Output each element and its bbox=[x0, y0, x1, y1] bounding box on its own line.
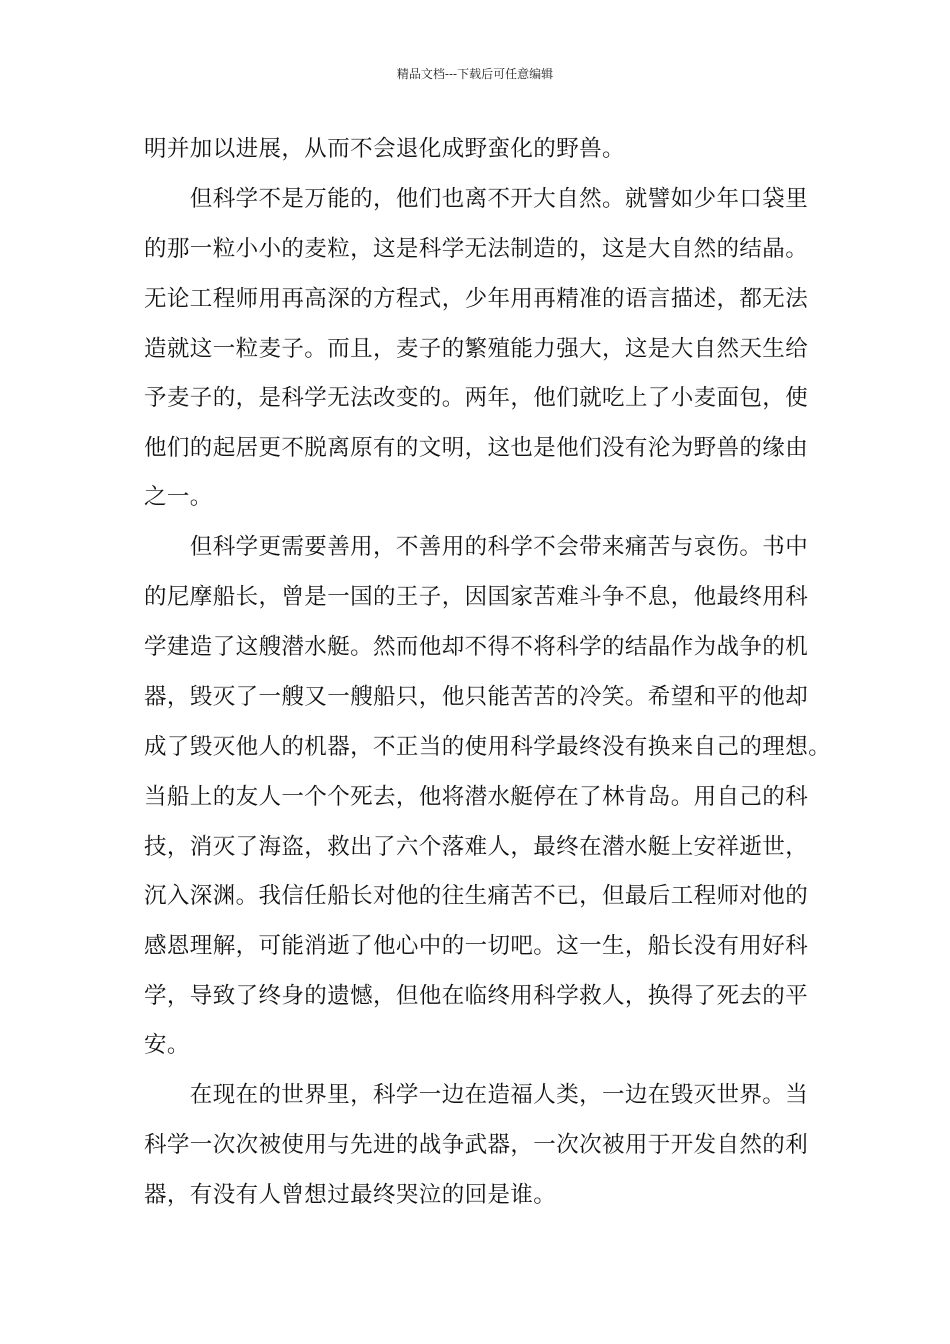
text-line: 学建造了这艘潜水艇。然而他却不得不将科学的结晶作为战争的机 bbox=[144, 634, 809, 660]
text-line: 他们的起居更不脱离原有的文明，这也是他们没有沦为野兽的缘由 bbox=[144, 435, 809, 461]
page-header: 精品文档---下载后可任意编辑 bbox=[396, 67, 554, 81]
text-line: 技，消灭了海盗，救出了六个落难人，最终在潜水艇上安祥逝世， bbox=[144, 834, 809, 860]
text-line: 无论工程师用再高深的方程式，少年用再精准的语言描述，都无法 bbox=[144, 286, 809, 312]
text-line: 成了毁灭他人的机器，不正当的使用科学最终没有换来自己的理想。 bbox=[144, 734, 832, 760]
text-line: 器，有没有人曾想过最终哭泣的回是谁。 bbox=[144, 1182, 557, 1208]
text-line: 学，导致了终身的遗憾，但他在临终用科学救人，换得了死去的平 bbox=[144, 983, 809, 1009]
text-line: 科学一次次被使用与先进的战争武器，一次次被用于开发自然的利 bbox=[144, 1132, 809, 1158]
text-line: 但科学更需要善用，不善用的科学不会带来痛苦与哀伤。书中 bbox=[144, 534, 809, 560]
text-line: 在现在的世界里，科学一边在造福人类，一边在毁灭世界。当 bbox=[144, 1082, 809, 1108]
text-line: 但科学不是万能的，他们也离不开大自然。就譬如少年口袋里 bbox=[144, 186, 809, 212]
text-line: 安。 bbox=[144, 1032, 190, 1058]
text-line: 器，毁灭了一艘又一艘船只，他只能苦苦的冷笑。希望和平的他却 bbox=[144, 684, 809, 710]
text-line: 感恩理解，可能消逝了他心中的一切吧。这一生，船长没有用好科 bbox=[144, 933, 809, 959]
text-line: 沉入深渊。我信任船长对他的往生痛苦不已，但最后工程师对他的 bbox=[144, 883, 809, 909]
text-line: 当船上的友人一个个死去，他将潜水艇停在了林肯岛。用自己的科 bbox=[144, 784, 809, 810]
text-line: 的那一粒小小的麦粒，这是科学无法制造的，这是大自然的结晶。 bbox=[144, 236, 809, 262]
text-line: 之一。 bbox=[144, 484, 213, 510]
text-line: 造就这一粒麦子。而且，麦子的繁殖能力强大，这是大自然天生给 bbox=[144, 336, 809, 362]
text-line: 明并加以进展，从而不会退化成野蛮化的野兽。 bbox=[144, 136, 625, 162]
text-line: 的尼摩船长，曾是一国的王子，因国家苦难斗争不息，他最终用科 bbox=[144, 584, 809, 610]
text-line: 予麦子的，是科学无法改变的。两年，他们就吃上了小麦面包，使 bbox=[144, 385, 809, 411]
